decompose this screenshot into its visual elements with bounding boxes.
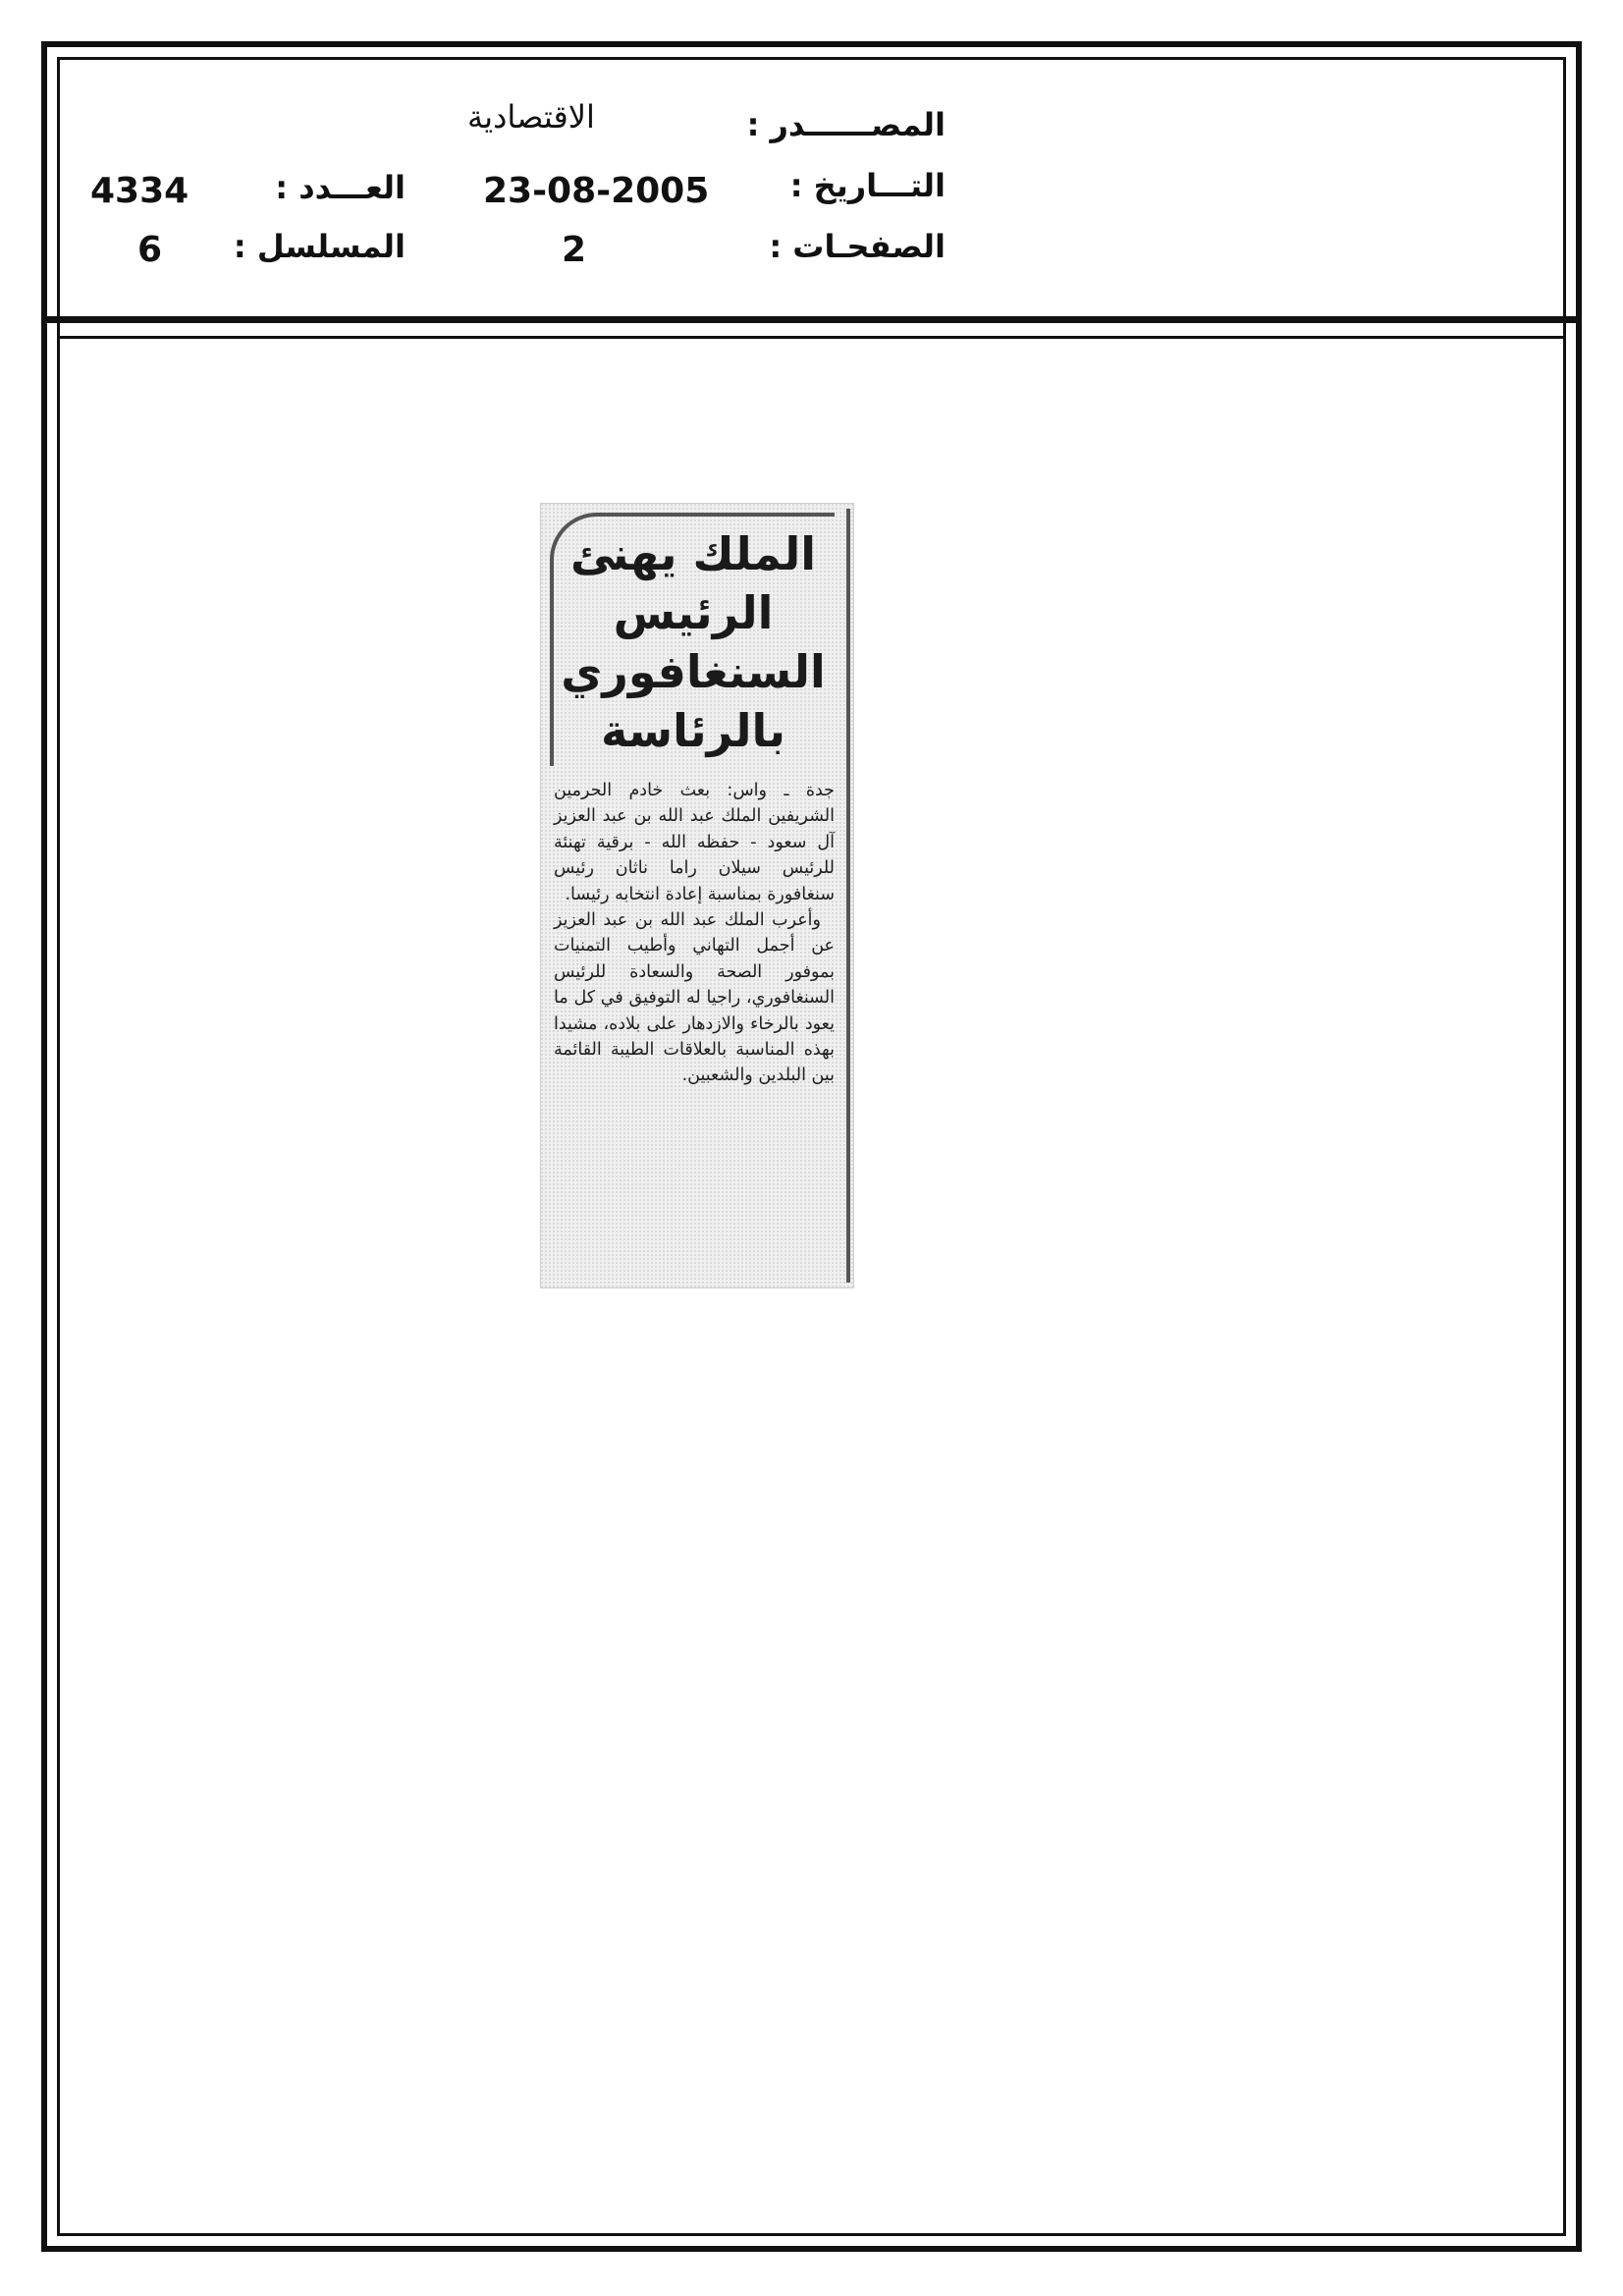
pages-value: 2 bbox=[562, 230, 587, 270]
date-value: 23-08-2005 bbox=[483, 171, 710, 211]
serial-value: 6 bbox=[137, 230, 163, 270]
header-divider-thin bbox=[57, 336, 1566, 339]
serial-label: المسلسل : bbox=[233, 228, 406, 265]
clipping-paragraph: وأعرب الملك عبد الله بن عبد العزيز عن أجمل التهاني وأطيب التمنيات بموفور الصحة والسعادة للرئيس السنغافوري، راجيا له التوفيق في كل ما يعود بالرخاء والازدهار على بلاده، مشيدا بهذه المناسبة بالعلاقات الطيبة القائمة بين البلدين والشعبين. bbox=[554, 910, 835, 1086]
source-label: المصــــــدر : bbox=[746, 106, 946, 143]
pages-label: الصفحـات : bbox=[769, 228, 946, 265]
clipping-column-rule bbox=[846, 509, 850, 1283]
clipping-body bbox=[554, 778, 835, 1089]
clipping-paragraph: جدة ـ واس: بعث خادم الحرمين الشريفين الملك عبد الله بن عبد العزيز آل سعود - حفظه الله - برقية تهنئة للرئيس سيلان راما ناثان رئيس سنغافورة بمناسبة إعادة انتخابه رئيسا. bbox=[554, 781, 835, 904]
date-label: التـــاريخ : bbox=[789, 167, 946, 204]
issue-value: 4334 bbox=[90, 171, 189, 211]
source-value: الاقتصادية bbox=[467, 98, 595, 136]
clipping-headline: الملك يهنئ الرئيس السنغافوري بالرئاسة bbox=[561, 527, 826, 757]
newspaper-clipping bbox=[540, 503, 854, 1288]
header-divider bbox=[41, 316, 1582, 323]
issue-label: العـــدد : bbox=[275, 169, 406, 206]
